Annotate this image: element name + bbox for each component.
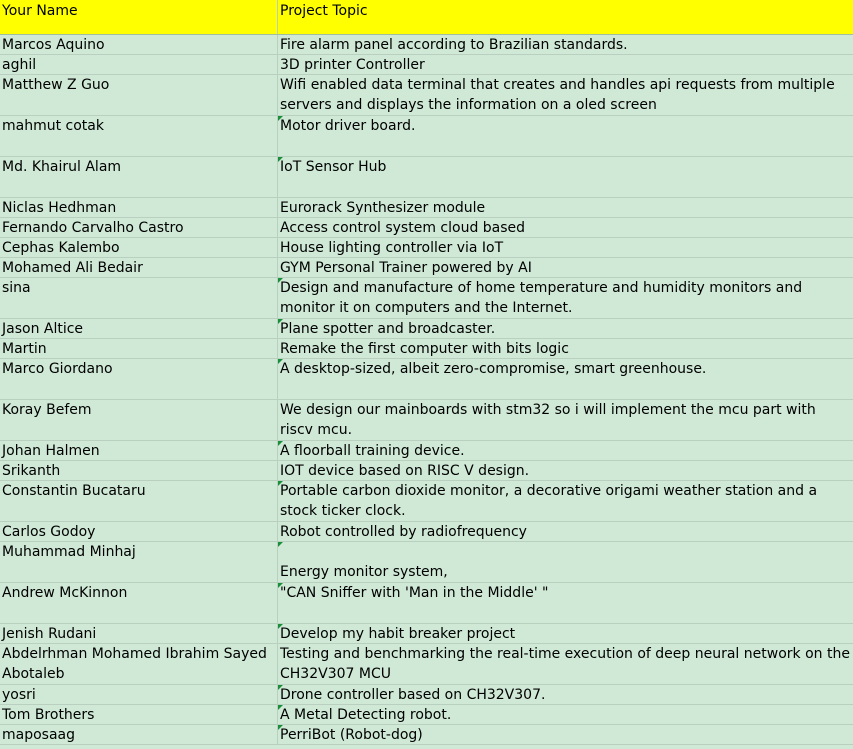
- topic-cell[interactable]: [278, 278, 853, 318]
- table-row: [0, 522, 853, 542]
- topic-text: Portable carbon dioxide monitor, a decorative origami weather station and a stock ticker clock.: [280, 483, 818, 519]
- name-cell[interactable]: yosri: [0, 685, 278, 704]
- topic-cell[interactable]: [278, 725, 853, 744]
- topic-cell[interactable]: [278, 359, 853, 399]
- topic-text: Develop my habit breaker project: [280, 626, 516, 642]
- name-cell[interactable]: Jason Altice: [0, 319, 278, 338]
- name-cell[interactable]: Matthew Z Guo: [0, 75, 278, 115]
- name-cell[interactable]: Tom Brothers: [0, 705, 278, 724]
- topic-cell[interactable]: [278, 522, 853, 541]
- table-row: [0, 624, 853, 644]
- table-row: [0, 198, 853, 218]
- table-row: [0, 441, 853, 461]
- table-row: [0, 319, 853, 339]
- topic-cell[interactable]: [278, 644, 853, 684]
- topic-text: GYM Personal Trainer powered by AI: [280, 260, 532, 276]
- name-cell[interactable]: Srikanth: [0, 461, 278, 480]
- topic-cell[interactable]: [278, 258, 853, 277]
- topic-text: Access control system cloud based: [280, 220, 526, 236]
- name-cell[interactable]: maposaag: [0, 725, 278, 744]
- topic-text: PerriBot (Robot-dog): [280, 727, 423, 743]
- topic-cell[interactable]: [278, 55, 853, 74]
- table-row: [0, 481, 853, 522]
- topic-text: Drone controller based on CH32V307.: [280, 687, 546, 703]
- name-cell[interactable]: Mohamed Ali Bedair: [0, 258, 278, 277]
- topic-text: We design our mainboards with stm32 so i will implement the mcu part with riscv mcu.: [280, 402, 816, 438]
- topic-text: 3D printer Controller: [280, 57, 425, 73]
- topic-cell[interactable]: [278, 542, 853, 582]
- name-cell[interactable]: Marcos Aquino: [0, 35, 278, 54]
- name-cell[interactable]: Constantin Bucataru: [0, 481, 278, 521]
- topic-text: A desktop-sized, albeit zero-compromise, smart greenhouse.: [280, 361, 707, 377]
- table-row: [0, 400, 853, 441]
- topic-text: Wifi enabled data terminal that creates and handles api requests from multiple servers and displays the information on a oled screen: [280, 77, 835, 113]
- table-row: [0, 116, 853, 157]
- table-row: [0, 258, 853, 278]
- topic-cell[interactable]: [278, 339, 853, 358]
- topic-cell[interactable]: [278, 198, 853, 217]
- topic-cell[interactable]: [278, 319, 853, 338]
- topic-text: Motor driver board.: [280, 118, 416, 134]
- name-cell[interactable]: sina: [0, 278, 278, 318]
- topic-text: Design and manufacture of home temperature and humidity monitors and monitor it on computers and the Internet.: [280, 280, 803, 316]
- topic-text: House lighting controller via IoT: [280, 240, 504, 256]
- table-row: [0, 359, 853, 400]
- topic-cell[interactable]: [278, 705, 853, 724]
- topic-cell[interactable]: [278, 116, 853, 156]
- name-cell[interactable]: aghil: [0, 55, 278, 74]
- topic-text: IOT device based on RISC V design.: [280, 463, 530, 479]
- topic-text: A floorball training device.: [280, 443, 465, 459]
- name-cell[interactable]: Jenish Rudani: [0, 624, 278, 643]
- table-row: [0, 339, 853, 359]
- table-row: [0, 685, 853, 705]
- name-cell[interactable]: mahmut cotak: [0, 116, 278, 156]
- topic-text: Remake the first computer with bits logic: [280, 341, 569, 357]
- table-row: [0, 705, 853, 725]
- name-cell[interactable]: Cephas Kalembo: [0, 238, 278, 257]
- topic-cell[interactable]: [278, 400, 853, 440]
- header-project-topic[interactable]: Project Topic: [280, 3, 368, 19]
- name-cell[interactable]: Andrew McKinnon: [0, 583, 278, 623]
- table-body: [0, 35, 853, 745]
- name-cell[interactable]: Niclas Hedhman: [0, 198, 278, 217]
- topic-cell[interactable]: [278, 35, 853, 54]
- topic-text: Fire alarm panel according to Brazilian standards.: [280, 37, 628, 53]
- name-cell[interactable]: Johan Halmen: [0, 441, 278, 460]
- topic-text: A Metal Detecting robot.: [280, 707, 452, 723]
- topic-text: Energy monitor system,: [280, 564, 448, 580]
- topic-text: Robot controlled by radiofrequency: [280, 524, 527, 540]
- table-row: [0, 278, 853, 319]
- header-your-name[interactable]: Your Name: [0, 0, 278, 34]
- topic-text: Testing and benchmarking the real-time execution of deep neural network on the CH32V307 MCU: [280, 646, 850, 682]
- topic-cell[interactable]: [278, 75, 853, 115]
- topic-cell[interactable]: [278, 238, 853, 257]
- name-cell[interactable]: Koray Befem: [0, 400, 278, 440]
- table-row: [0, 75, 853, 116]
- table-row: [0, 238, 853, 258]
- table-row: [0, 644, 853, 685]
- name-cell[interactable]: Fernando Carvalho Castro: [0, 218, 278, 237]
- table-row: [0, 542, 853, 583]
- topic-cell[interactable]: [278, 157, 853, 197]
- topic-text: Eurorack Synthesizer module: [280, 200, 486, 216]
- topic-cell[interactable]: [278, 685, 853, 704]
- table-row: [0, 583, 853, 624]
- name-cell[interactable]: Muhammad Minhaj: [0, 542, 278, 582]
- name-cell[interactable]: Abdelrhman Mohamed Ibrahim Sayed Abotaleb: [0, 644, 278, 684]
- topic-cell[interactable]: [278, 218, 853, 237]
- name-cell[interactable]: Md. Khairul Alam: [0, 157, 278, 197]
- name-cell[interactable]: Marco Giordano: [0, 359, 278, 399]
- topic-cell[interactable]: [278, 441, 853, 460]
- name-cell[interactable]: Martin: [0, 339, 278, 358]
- topic-cell[interactable]: [278, 461, 853, 480]
- table-row: [0, 725, 853, 745]
- topic-cell[interactable]: [278, 481, 853, 521]
- topic-text: Plane spotter and broadcaster.: [280, 321, 496, 337]
- table-row: [0, 218, 853, 238]
- table-row: [0, 157, 853, 198]
- topic-cell[interactable]: [278, 624, 853, 643]
- table-row: [0, 55, 853, 75]
- topic-cell[interactable]: [278, 583, 853, 623]
- name-cell[interactable]: Carlos Godoy: [0, 522, 278, 541]
- table-row: [0, 461, 853, 481]
- topic-text: IoT Sensor Hub: [280, 159, 387, 175]
- topic-text: "CAN Sniffer with 'Man in the Middle' ": [280, 585, 549, 601]
- header-row: [0, 0, 853, 35]
- table-row: [0, 35, 853, 55]
